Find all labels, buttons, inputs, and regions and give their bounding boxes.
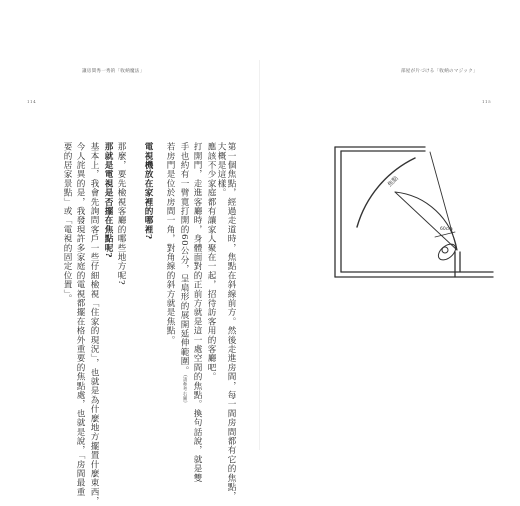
left-running-head: 讓房間秀一秀的「收納魔法」 <box>82 69 145 74</box>
right-col-4: 打開門，走進客廳時，身體面對的正前方就是這一處空間的焦點。換句話說，就是雙 <box>192 142 202 483</box>
focus-arc <box>357 158 415 227</box>
right-col-5 <box>177 142 191 403</box>
room-focus-diagram <box>295 132 495 292</box>
page-gutter <box>259 60 260 450</box>
right-running-head: 部屋が片づける「收納のマジック」 <box>401 69 478 74</box>
right-col-1: 第一個焦點，經過走道時，焦點在斜線前方。然後走進房間，每一間房間都有它的焦點， <box>226 142 236 501</box>
right-col-3: 應該不少家庭都有讓家人聚在一起，招待訪客用的客廳吧。 <box>206 142 216 382</box>
sight-line-1 <box>395 192 457 250</box>
right-col-5-text: 手也約有一臂寬打開的60公分，呈扇形的展開延伸範圍。 <box>179 142 189 375</box>
left-col-1: 要的居家景點」或「電視的固定位置」。 <box>62 142 72 304</box>
right-col-6: 若房門是位於房間一角，對角線的斜方就是焦點。 <box>165 142 175 345</box>
sight-line-2 <box>430 152 457 250</box>
right-col-5-note: (請參考右圖) <box>182 374 187 403</box>
focus-label: 焦點 <box>386 174 400 189</box>
left-col-2: 今人詫異的是，我發現許多家庭的電視都擺在格外重要的焦點處，也就是說，「房間最重 <box>75 142 85 497</box>
right-page-number: 115 <box>482 99 492 104</box>
right-col-2: 大概是這樣。 <box>216 142 226 198</box>
left-page-number: 114 <box>27 99 37 104</box>
left-col-4-emphasis: 那就是電視是否擺在焦點呢? <box>103 142 113 259</box>
left-section-heading: 電視機放在家裡的哪裡? <box>143 142 153 240</box>
left-col-5: 那麼，要先檢視客廳的哪些地方呢? <box>116 142 126 286</box>
width-label: 60cm <box>440 227 453 232</box>
left-col-3: 基本上，我會先詢問客戶一些仔細檢視「住家的現況」，也就是為什麼地方擺置什麼東西， <box>89 142 99 506</box>
